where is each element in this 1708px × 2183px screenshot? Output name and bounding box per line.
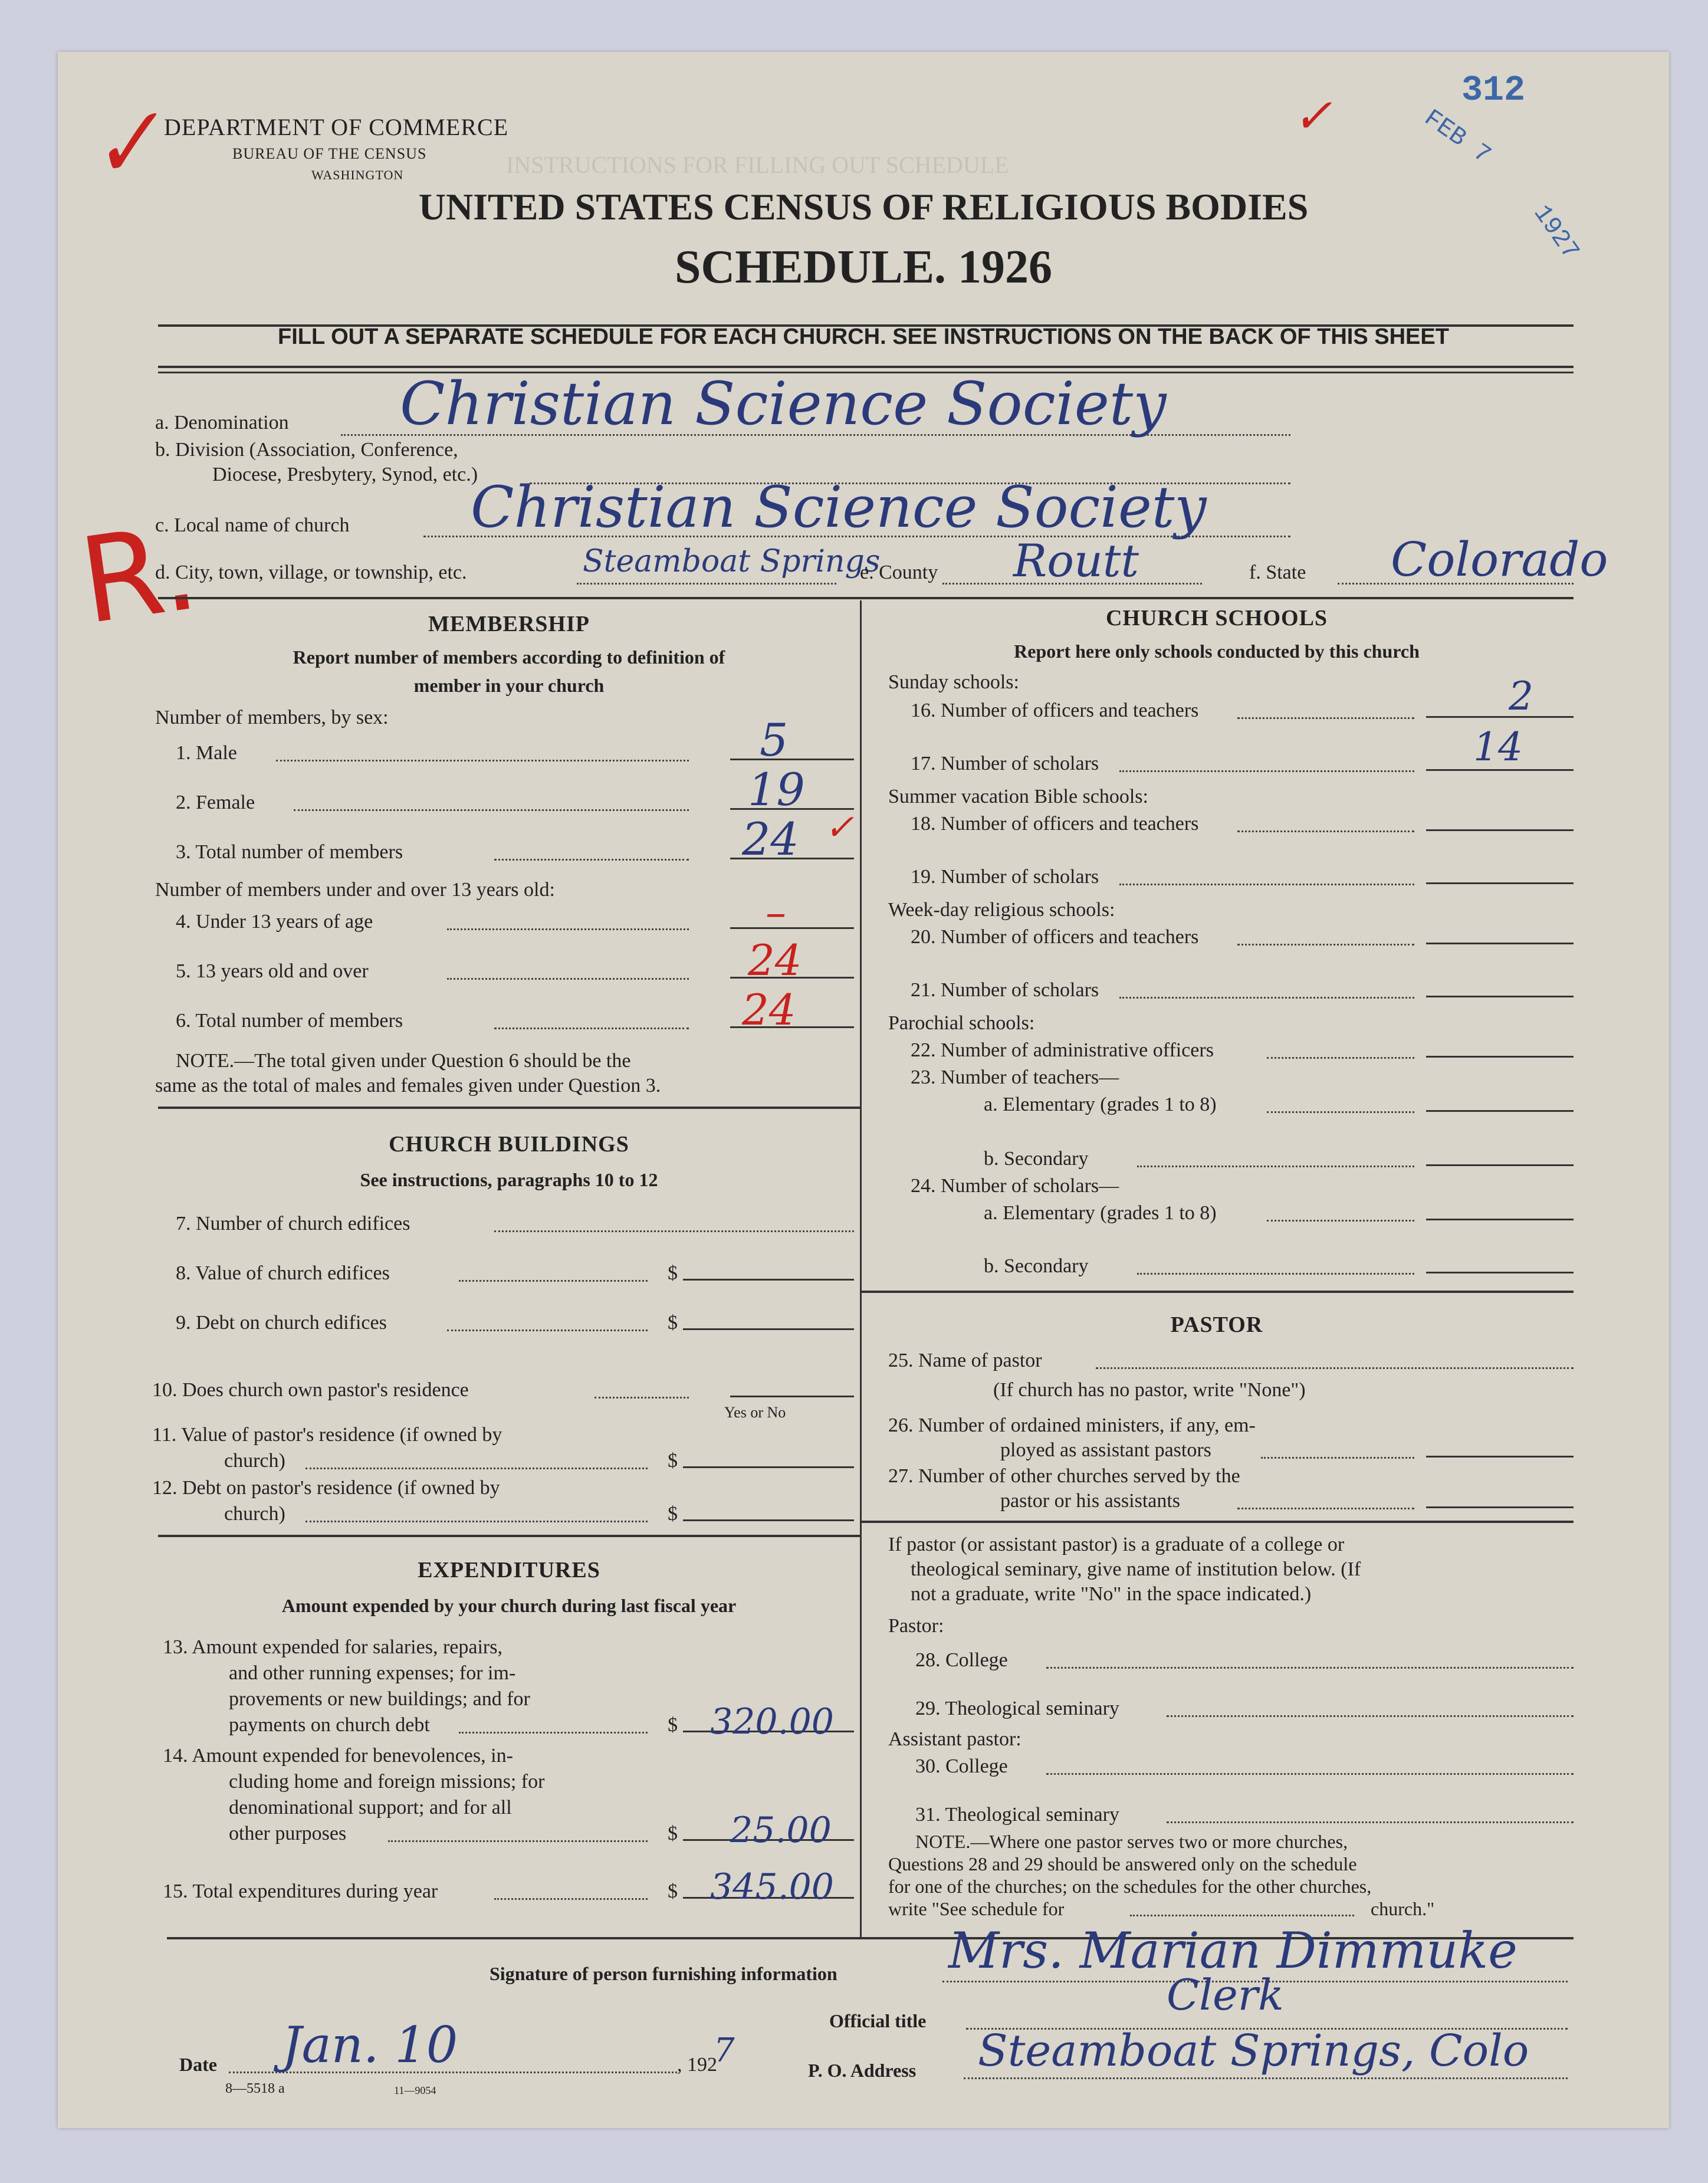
assistant-pastor-subheading: Assistant pastor:: [888, 1728, 1021, 1750]
city-value: Steamboat Springs: [583, 544, 881, 579]
county-label: e. County: [860, 562, 938, 583]
official-title-label: Official title: [829, 2010, 927, 2031]
q7-leader: [494, 1230, 854, 1232]
q11-label-2: church): [224, 1450, 285, 1472]
q26-label-2: ployed as assistant pastors: [1000, 1439, 1211, 1461]
year-prefix: , 192: [677, 2054, 717, 2076]
q27-answer-line: [1426, 1506, 1574, 1508]
q3-label: 3. Total number of members: [176, 841, 403, 863]
q3-red-check: ✓: [825, 807, 855, 848]
q27-leader: [1237, 1508, 1414, 1509]
q7-label: 7. Number of church edifices: [176, 1213, 410, 1235]
q22-answer-line: [1426, 1056, 1574, 1058]
pastor-rule: [861, 1521, 1574, 1523]
membership-note-2: same as the total of males and females given under Question 3.: [155, 1075, 661, 1097]
q12-leader: [306, 1521, 648, 1522]
q25-note: (If church has no pastor, write "None"): [993, 1379, 1306, 1401]
expenditures-title: EXPENDITURES: [418, 1558, 600, 1583]
q26-label-1: 26. Number of ordained ministers, if any, em-: [888, 1414, 1256, 1436]
state-label: f. State: [1249, 562, 1306, 583]
q13-label-2: and other running expenses; for im-: [229, 1662, 516, 1684]
q2-label: 2. Female: [176, 792, 255, 813]
department-heading: DEPARTMENT OF COMMERCE: [164, 114, 509, 140]
pastor-note-5: church.": [1371, 1898, 1435, 1919]
q14-label-2: cluding home and foreign missions; for: [229, 1771, 545, 1793]
q19-leader: [1119, 884, 1414, 885]
po-address-line: [964, 2077, 1568, 2079]
q5-leader: [447, 978, 689, 980]
q15-value: 345.00: [710, 1866, 834, 1908]
q6-leader: [494, 1028, 689, 1029]
q14-leader: [388, 1840, 648, 1842]
q18-answer-line: [1426, 829, 1574, 831]
graduate-note-1: If pastor (or assistant pastor) is a graduate of a college or: [888, 1534, 1345, 1555]
q13-label-3: provements or new buildings; and for: [229, 1688, 530, 1710]
q22-leader: [1267, 1057, 1414, 1059]
membership-rule: [158, 1107, 860, 1109]
q12-dollar: $: [668, 1503, 678, 1525]
q15-leader: [494, 1898, 648, 1900]
membership-title: MEMBERSHIP: [428, 612, 590, 636]
q16-value: 2: [1509, 674, 1533, 719]
q13-value: 320.00: [710, 1701, 834, 1742]
q9-dollar: $: [668, 1312, 678, 1334]
q26-leader: [1261, 1457, 1414, 1459]
q30-leader: [1046, 1773, 1574, 1775]
graduate-note-3: not a graduate, write "No" in the space indicated.): [911, 1583, 1312, 1605]
sunday-schools-heading: Sunday schools:: [888, 671, 1019, 693]
expenditures-sub: Amount expended by your church during last fiscal year: [281, 1595, 737, 1616]
official-title-value: Clerk: [1167, 1970, 1284, 2020]
q4-leader: [447, 928, 689, 930]
pastor-note-4: write "See schedule for: [888, 1898, 1065, 1919]
buildings-sub: See instructions, paragraphs 10 to 12: [360, 1169, 658, 1190]
q24a-label: a. Elementary (grades 1 to 8): [984, 1202, 1217, 1224]
q23a-answer-line: [1426, 1110, 1574, 1112]
schools-title: CHURCH SCHOOLS: [1105, 606, 1328, 631]
po-address-label: P. O. Address: [808, 2060, 917, 2081]
q3-leader: [494, 859, 689, 861]
weekday-schools-heading: Week-day religious schools:: [888, 899, 1115, 921]
membership-intro-1: Report number of members according to definition of: [293, 646, 725, 668]
q17-label: 17. Number of scholars: [911, 753, 1099, 774]
q16-leader: [1237, 717, 1414, 719]
q31-label: 31. Theological seminary: [915, 1804, 1119, 1826]
q10-answer-line: [730, 1396, 854, 1397]
local-name-label: c. Local name of church: [155, 514, 350, 536]
bleed-through-heading: INSTRUCTIONS FOR FILLING OUT SCHEDULE: [506, 152, 1009, 178]
form-title: UNITED STATES CENSUS OF RELIGIOUS BODIES: [418, 186, 1309, 228]
q27-label-1: 27. Number of other churches served by the: [888, 1465, 1240, 1487]
q11-answer-line: [683, 1466, 854, 1468]
pastor-note-2: Questions 28 and 29 should be answered only on the schedule: [888, 1853, 1357, 1875]
schools-rule: [861, 1291, 1574, 1293]
date-value: Jan. 10: [282, 2016, 458, 2074]
section-rule-top: [158, 597, 1574, 599]
q24a-answer-line: [1426, 1219, 1574, 1220]
q22-label: 22. Number of administrative officers: [911, 1039, 1214, 1061]
q23b-leader: [1137, 1166, 1414, 1167]
q27-label-2: pastor or his assistants: [1000, 1490, 1181, 1512]
q21-answer-line: [1426, 996, 1574, 997]
q23a-label: a. Elementary (grades 1 to 8): [984, 1094, 1217, 1115]
buildings-title: CHURCH BUILDINGS: [389, 1132, 629, 1157]
date-label: Date: [179, 2054, 217, 2075]
stamp-number: 312: [1461, 71, 1526, 111]
q11-dollar: $: [668, 1450, 678, 1472]
pastor-note-1: NOTE.—Where one pastor serves two or more churches,: [915, 1831, 1348, 1852]
red-tick-mark: ✓: [1293, 88, 1333, 143]
q30-label: 30. College: [915, 1755, 1008, 1777]
q29-leader: [1167, 1715, 1574, 1717]
age-heading: Number of members under and over 13 years old:: [155, 879, 555, 901]
column-divider: [860, 600, 862, 1939]
q13-dollar: $: [668, 1714, 678, 1736]
q24a-leader: [1267, 1220, 1414, 1222]
q12-label-2: church): [224, 1503, 285, 1525]
q18-leader: [1237, 830, 1414, 832]
q1-label: 1. Male: [176, 742, 237, 764]
q14-label-1: 14. Amount expended for benevolences, in-: [163, 1745, 513, 1767]
membership-intro-2: member in your church: [413, 675, 605, 696]
q24b-label: b. Secondary: [984, 1255, 1089, 1277]
q15-dollar: $: [668, 1880, 678, 1902]
q8-label: 8. Value of church edifices: [176, 1262, 390, 1284]
q18-label: 18. Number of officers and teachers: [911, 813, 1199, 835]
state-value: Colorado: [1391, 532, 1608, 587]
q1-value: 5: [760, 714, 789, 766]
parochial-schools-heading: Parochial schools:: [888, 1012, 1035, 1034]
q28-label: 28. College: [915, 1649, 1008, 1671]
q12-answer-line: [683, 1519, 854, 1521]
q10-leader: [594, 1397, 689, 1399]
q10-label: 10. Does church own pastor's residence: [152, 1379, 469, 1401]
q23b-answer-line: [1426, 1164, 1574, 1166]
signature-value: Mrs. Marian Dimmuke: [948, 1922, 1518, 1980]
q26-answer-line: [1426, 1456, 1574, 1457]
q13-label-4: payments on church debt: [229, 1714, 430, 1736]
q16-label: 16. Number of officers and teachers: [911, 700, 1199, 721]
q24-label: 24. Number of scholars—: [911, 1175, 1119, 1197]
q2-leader: [294, 809, 689, 811]
q15-label: 15. Total expenditures during year: [163, 1880, 438, 1902]
city-line: [577, 583, 836, 585]
pastor-subheading: Pastor:: [888, 1615, 944, 1637]
stamp-year: 1927: [1527, 199, 1585, 265]
division-label: b. Division (Association, Conference,: [155, 439, 458, 461]
pastor-note-3: for one of the churches; on the schedules for the other churches,: [888, 1876, 1372, 1897]
q25-label: 25. Name of pastor: [888, 1350, 1042, 1371]
q14-value: 25.00: [730, 1810, 832, 1851]
q25-leader: [1096, 1367, 1574, 1369]
q6-label: 6. Total number of members: [176, 1010, 403, 1032]
q31-leader: [1167, 1821, 1574, 1823]
q13-leader: [459, 1732, 648, 1734]
q20-answer-line: [1426, 943, 1574, 944]
membership-note-1: NOTE.—The total given under Question 6 should be the: [176, 1050, 631, 1072]
stamp-date: FEB 7: [1418, 104, 1496, 170]
local-name-value: Christian Science Society: [471, 474, 1207, 540]
q24b-leader: [1137, 1273, 1414, 1275]
city-label: d. City, town, village, or township, etc.: [155, 562, 467, 583]
members-by-sex-heading: Number of members, by sex:: [155, 707, 389, 728]
q2-value: 19: [748, 763, 805, 816]
q9-answer-line: [683, 1328, 854, 1330]
red-r-mark: R.: [72, 498, 206, 651]
q9-leader: [447, 1330, 648, 1331]
q23-label: 23. Number of teachers—: [911, 1066, 1119, 1088]
schedule-title: SCHEDULE. 1926: [674, 241, 1053, 293]
denomination-value: Christian Science Society: [400, 369, 1167, 438]
q17-value: 14: [1473, 724, 1523, 770]
red-check-mark: ✓: [80, 87, 171, 202]
q21-leader: [1119, 997, 1414, 999]
q8-answer-line: [683, 1279, 854, 1281]
q5-value: 24: [748, 935, 802, 985]
q1-answer-line: [730, 759, 854, 760]
q11-leader: [306, 1468, 648, 1469]
denomination-label: a. Denomination: [155, 412, 289, 434]
signature-label: Signature of person furnishing information: [490, 1963, 837, 1984]
yes-no-hint: Yes or No: [724, 1404, 786, 1421]
q20-leader: [1237, 944, 1414, 946]
q3-value: 24: [742, 813, 799, 865]
q23a-leader: [1267, 1111, 1414, 1113]
q21-label: 21. Number of scholars: [911, 979, 1099, 1001]
pastor-title: PASTOR: [1170, 1312, 1263, 1337]
q9-label: 9. Debt on church edifices: [176, 1312, 387, 1334]
bureau-heading: BUREAU OF THE CENSUS: [232, 145, 427, 162]
q17-leader: [1119, 770, 1414, 772]
po-address-value: Steamboat Springs, Colo: [978, 2026, 1529, 2076]
pastor-note-blank: [1130, 1915, 1354, 1916]
q12-label: 12. Debt on pastor's residence (if owned by: [152, 1477, 500, 1499]
print-number: 11—9054: [394, 2084, 436, 2096]
q5-label: 5. 13 years old and over: [176, 960, 369, 982]
q4-value: –: [766, 888, 786, 937]
buildings-rule: [158, 1535, 860, 1537]
schools-sub: Report here only schools conducted by this church: [1014, 641, 1420, 662]
q6-value: 24: [742, 985, 796, 1035]
q8-dollar: $: [668, 1262, 678, 1284]
graduate-note-2: theological seminary, give name of institution below. (If: [911, 1558, 1361, 1580]
q28-leader: [1046, 1667, 1574, 1669]
year-value: 7: [714, 2031, 735, 2070]
q19-label: 19. Number of scholars: [911, 866, 1099, 888]
summer-schools-heading: Summer vacation Bible schools:: [888, 786, 1148, 807]
q4-answer-line: [730, 927, 854, 929]
form-number: 8—5518 a: [225, 2081, 285, 2096]
q1-leader: [276, 760, 689, 761]
instruction-rule: [158, 366, 1574, 368]
q23b-label: b. Secondary: [984, 1148, 1089, 1170]
washington-heading: WASHINGTON: [311, 168, 404, 182]
q14-label-4: other purposes: [229, 1823, 347, 1844]
q14-dollar: $: [668, 1823, 678, 1844]
census-schedule-sheet: [58, 52, 1669, 2128]
separate-schedule-instruction: FILL OUT A SEPARATE SCHEDULE FOR EACH CHURCH. SEE INSTRUCTIONS ON THE BACK OF THIS SHEET: [278, 324, 1449, 349]
q11-label: 11. Value of pastor's residence (if owned by: [152, 1424, 502, 1446]
q14-label-3: denominational support; and for all: [229, 1797, 512, 1818]
q19-answer-line: [1426, 882, 1574, 884]
q13-label-1: 13. Amount expended for salaries, repairs,: [163, 1636, 502, 1658]
q29-label: 29. Theological seminary: [915, 1698, 1119, 1719]
division-label-2: Diocese, Presbytery, Synod, etc.): [212, 464, 478, 485]
county-value: Routt: [1013, 534, 1139, 587]
q24b-answer-line: [1426, 1272, 1574, 1273]
q16-answer-line: [1426, 716, 1574, 718]
q20-label: 20. Number of officers and teachers: [911, 926, 1199, 948]
q4-label: 4. Under 13 years of age: [176, 911, 373, 933]
q8-leader: [459, 1280, 648, 1282]
